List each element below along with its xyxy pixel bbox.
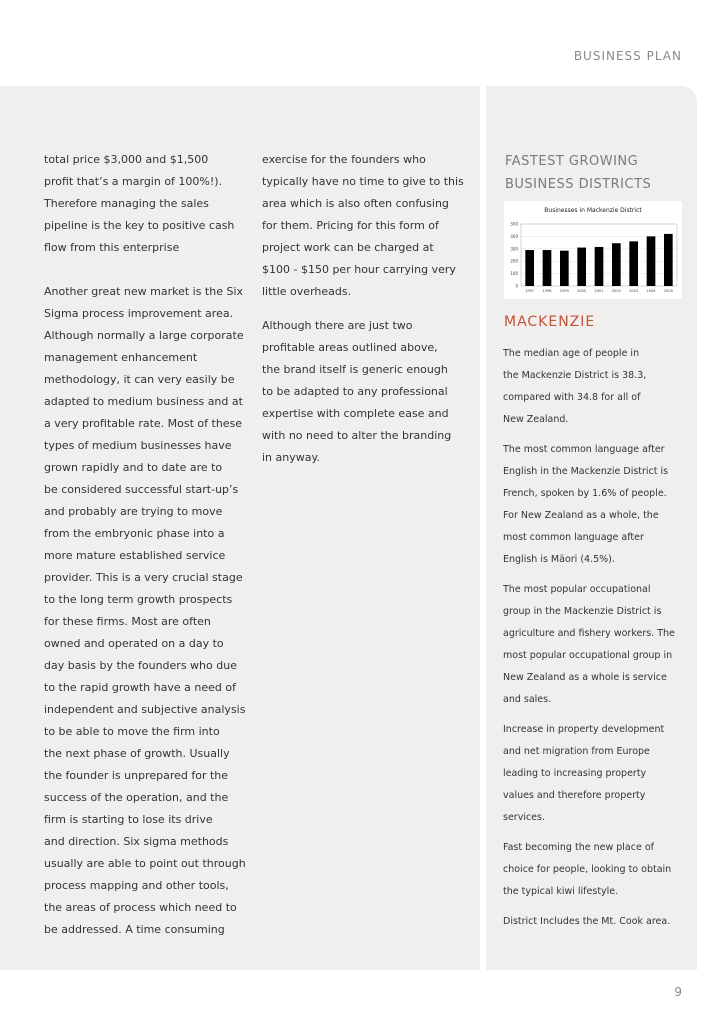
text-line: firm is starting to lose its drive: [44, 813, 213, 826]
bar: [525, 250, 534, 286]
text-line: a very profitable rate. Most of these: [44, 417, 243, 430]
bar: [612, 243, 621, 286]
x-tick-label: 2001: [594, 289, 604, 293]
sidebar-line: the typical kiwi lifestyle.: [503, 886, 619, 897]
sidebar-line: New Zealand as a whole is service: [503, 672, 667, 683]
text-line: typically have no time to give to this: [262, 175, 464, 188]
bar: [664, 234, 673, 286]
y-tick-label: 200: [510, 258, 518, 264]
paragraph-gap: [503, 431, 675, 439]
text-line: provider. This is a very crucial stage: [44, 571, 243, 584]
text-line: more mature established service: [44, 549, 226, 562]
text-line: the areas of process which need to: [44, 901, 237, 914]
y-tick-label: 500: [510, 221, 518, 227]
sidebar-title: MACKENZIE: [504, 314, 596, 330]
sidebar-line: For New Zealand as a whole, the: [503, 510, 659, 521]
paragraph-gap: [44, 259, 246, 281]
sidebar-line: French, spoken by 1.6% of people.: [503, 488, 667, 499]
text-line: for these firms. Most are often: [44, 615, 211, 628]
sidebar-line: most popular occupational group in: [503, 650, 673, 661]
chart-title: Businesses in Mackenzie District: [544, 207, 642, 214]
sidebar-heading: [505, 150, 651, 196]
text-line: success of the operation, and the: [44, 791, 229, 804]
sidebar-line: values and therefore property: [503, 790, 646, 801]
y-tick-label: 300: [510, 246, 518, 252]
bar: [543, 250, 552, 286]
text-line: the next phase of growth. Usually: [44, 747, 230, 760]
x-tick-label: 2000: [577, 289, 587, 293]
text-line: grown rapidly and to date are to: [44, 461, 223, 474]
text-line: exercise for the founders who: [262, 153, 426, 166]
x-tick-label: 2005: [663, 289, 673, 293]
text-line: management enhancement: [44, 351, 198, 364]
text-line: total price $3,000 and $1,500: [44, 153, 209, 166]
text-line: and direction. Six sigma methods: [44, 835, 229, 848]
text-line: to be adapted to any professional: [262, 385, 448, 398]
sidebar-line: services.: [503, 812, 545, 823]
x-tick-label: 1999: [559, 289, 569, 293]
text-line: to the long term growth prospects: [44, 593, 233, 606]
bar: [595, 247, 604, 286]
sidebar-line: English in the Mackenzie District is: [503, 466, 669, 477]
x-tick-label: 1998: [542, 289, 552, 293]
text-line: day basis by the founders who due: [44, 659, 237, 672]
text-line: for them. Pricing for this form of: [262, 219, 439, 232]
x-tick-label: 2004: [646, 289, 656, 293]
sidebar-line: most common language after: [503, 532, 644, 543]
text-line: in anyway.: [262, 451, 320, 464]
paragraph-gap: [503, 829, 675, 837]
sidebar-line: Increase in property development: [503, 724, 665, 735]
paragraph-gap: [503, 571, 675, 579]
bar: [560, 251, 569, 286]
sidebar-line: choice for people, looking to obtain: [503, 864, 672, 875]
text-line: process mapping and other tools,: [44, 879, 229, 892]
text-line: the brand itself is generic enough: [262, 363, 448, 376]
sidebar-heading-line: BUSINESS DISTRICTS: [505, 177, 652, 192]
sidebar-line: group in the Mackenzie District is: [503, 606, 662, 617]
sidebar-line: The median age of people in: [503, 348, 640, 359]
sidebar-line: leading to increasing property: [503, 768, 647, 779]
text-line: flow from this enterprise: [44, 241, 180, 254]
text-line: pipeline is the key to positive cash: [44, 219, 235, 232]
content-column-2: [262, 149, 464, 469]
text-line: area which is also often confusing: [262, 197, 449, 210]
sidebar-line: New Zealand.: [503, 414, 569, 425]
sidebar-line: and sales.: [503, 694, 552, 705]
text-line: types of medium businesses have: [44, 439, 232, 452]
text-line: adapted to medium business and at: [44, 395, 243, 408]
bar: [629, 241, 638, 286]
sidebar-line: District Includes the Mt. Cook area.: [503, 916, 671, 927]
paragraph-gap: [503, 711, 675, 719]
x-tick-label: 2003: [629, 289, 639, 293]
text-line: with no need to alter the branding: [262, 429, 452, 442]
text-line: little overheads.: [262, 285, 352, 298]
businesses-chart: [503, 200, 683, 300]
text-line: Although there are just two: [262, 319, 413, 332]
paragraph-gap: [503, 903, 675, 911]
sidebar-line: The most popular occupational: [503, 584, 651, 595]
sidebar-line: agriculture and fishery workers. The: [503, 628, 675, 639]
sidebar-heading-line: FASTEST GROWING: [505, 154, 639, 169]
sidebar-line: English is Mäori (4.5%).: [503, 554, 615, 565]
y-tick-label: 100: [510, 271, 518, 277]
sidebar-text: [503, 343, 675, 933]
sidebar-line: Fast becoming the new place of: [503, 842, 654, 853]
text-line: be considered successful start-up’s: [44, 483, 239, 496]
text-line: $100 - $150 per hour carrying very: [262, 263, 456, 276]
text-line: from the embryonic phase into a: [44, 527, 225, 540]
text-line: Sigma process improvement area.: [44, 307, 234, 320]
text-line: to the rapid growth have a need of: [44, 681, 236, 694]
text-line: project work can be charged at: [262, 241, 434, 254]
text-line: usually are able to point out through: [44, 857, 246, 870]
y-tick-label: 0: [515, 283, 518, 289]
x-tick-label: 2002: [611, 289, 621, 293]
text-line: Another great new market is the Six: [44, 285, 244, 298]
x-tick-label: 1997: [525, 289, 535, 293]
text-line: to be able to move the firm into: [44, 725, 220, 738]
text-line: and probably are trying to move: [44, 505, 223, 518]
sidebar-line: the Mackenzie District is 38.3,: [503, 370, 647, 381]
text-line: the founder is unprepared for the: [44, 769, 229, 782]
page-number: 9: [674, 985, 682, 999]
text-line: independent and subjective analysis: [44, 703, 246, 716]
header-title: BUSINESS PLAN: [573, 49, 682, 63]
content-column-1: [44, 149, 246, 941]
text-line: Although normally a large corporate: [44, 329, 244, 342]
bar: [577, 248, 586, 286]
y-tick-label: 400: [510, 233, 518, 239]
bar: [647, 236, 656, 286]
text-line: expertise with complete ease and: [262, 407, 449, 420]
sidebar-line: and net migration from Europe: [503, 746, 650, 757]
text-line: profit that’s a margin of 100%!).: [44, 175, 223, 188]
text-line: be addressed. A time consuming: [44, 923, 225, 936]
sidebar-line: compared with 34.8 for all of: [503, 392, 641, 403]
sidebar-line: The most common language after: [503, 444, 665, 455]
paragraph-gap: [262, 303, 464, 315]
text-line: profitable areas outlined above,: [262, 341, 438, 354]
text-line: owned and operated on a day to: [44, 637, 224, 650]
text-line: methodology, it can very easily be: [44, 373, 235, 386]
text-line: Therefore managing the sales: [44, 197, 209, 210]
